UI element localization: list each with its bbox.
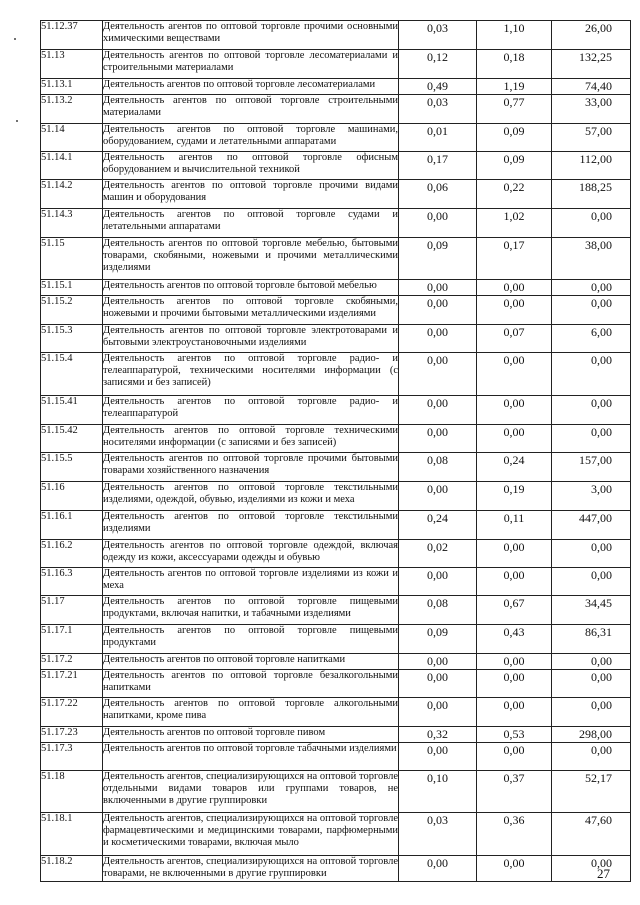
value-3: 74,40 [552,79,631,95]
table-row [41,152,631,180]
table-row [41,856,631,882]
value-1: 0,00 [399,280,477,296]
activity-code: 51.13.1 [41,79,103,95]
table-row [41,124,631,152]
table-row [41,50,631,79]
value-2: 0,19 [477,482,552,511]
value-3: 86,31 [552,625,631,654]
activity-description: Деятельность агентов по оптовой торговле лесоматериалами и строительными материалами [103,50,399,79]
table-row [41,325,631,353]
value-2: 0,00 [477,654,552,670]
activity-code: 51.16.2 [41,540,103,568]
activity-description: Деятельность агентов по оптовой торговле текстильными изделиями, одеждой, обувью, изделиями из кожи и меха [103,482,399,511]
activity-code: 51.15.3 [41,325,103,353]
value-1: 0,17 [399,152,477,180]
value-3: 157,00 [552,453,631,482]
table-row [41,396,631,425]
value-2: 0,53 [477,727,552,743]
value-1: 0,08 [399,596,477,625]
activity-description: Деятельность агентов по оптовой торговле напитками [103,654,399,670]
value-3: 0,00 [552,856,631,882]
activity-description: Деятельность агентов по оптовой торговле техническими носителями информации (с записями и без записей) [103,425,399,453]
value-2: 0,77 [477,95,552,124]
activity-description: Деятельность агентов, специализирующихся на оптовой торговле товарами, не включенными в другие группировки [103,856,399,882]
activity-code: 51.18.2 [41,856,103,882]
value-1: 0,49 [399,79,477,95]
activity-code: 51.14.1 [41,152,103,180]
value-2: 0,00 [477,568,552,596]
value-3: 112,00 [552,152,631,180]
value-2: 1,19 [477,79,552,95]
activity-code: 51.17.21 [41,670,103,698]
activity-code: 51.17 [41,596,103,625]
value-2: 0,09 [477,124,552,152]
value-1: 0,00 [399,743,477,771]
value-3: 0,00 [552,396,631,425]
activity-code: 51.17.3 [41,743,103,771]
value-3: 0,00 [552,353,631,396]
activity-code: 51.13 [41,50,103,79]
activity-description: Деятельность агентов по оптовой торговле алкогольными напитками, кроме пива [103,698,399,727]
value-2: 0,00 [477,698,552,727]
value-3: 0,00 [552,425,631,453]
value-2: 0,00 [477,425,552,453]
value-1: 0,00 [399,209,477,238]
value-3: 57,00 [552,124,631,152]
activity-description: Деятельность агентов по оптовой торговле пищевыми продуктами, включая напитки, и табачными изделиями [103,596,399,625]
value-1: 0,32 [399,727,477,743]
activity-code: 51.15.4 [41,353,103,396]
value-2: 0,00 [477,743,552,771]
value-3: 0,00 [552,698,631,727]
value-3: 0,00 [552,654,631,670]
table-row [41,79,631,95]
activity-description: Деятельность агентов, специализирующихся на оптовой торговле отдельными видами товаров или группами товаров, не включенными в другие группировки [103,771,399,813]
activity-code: 51.13.2 [41,95,103,124]
activity-description: Деятельность агентов по оптовой торговле строительными материалами [103,95,399,124]
activity-description: Деятельность агентов по оптовой торговле прочими основными химическими веществами [103,21,399,50]
activity-description: Деятельность агентов по оптовой торговле прочими видами машин и оборудования [103,180,399,209]
value-3: 132,25 [552,50,631,79]
activity-description: Деятельность агентов по оптовой торговле лесоматериалами [103,79,399,95]
value-2: 0,09 [477,152,552,180]
value-3: 447,00 [552,511,631,540]
page-number: 27 [597,866,610,881]
activity-description: Деятельность агентов по оптовой торговле изделиями из кожи и меха [103,568,399,596]
activity-code: 51.15 [41,238,103,280]
value-1: 0,00 [399,698,477,727]
activity-code: 51.15.41 [41,396,103,425]
table-row [41,280,631,296]
table-row [41,670,631,698]
activity-description: Деятельность агентов по оптовой торговле прочими бытовыми товарами хозяйственного назначения [103,453,399,482]
activity-code: 51.14 [41,124,103,152]
value-3: 0,00 [552,743,631,771]
value-1: 0,00 [399,325,477,353]
value-3: 0,00 [552,540,631,568]
value-1: 0,00 [399,425,477,453]
table-row [41,625,631,654]
activity-code: 51.17.22 [41,698,103,727]
table-row [41,353,631,396]
value-3: 0,00 [552,296,631,325]
value-1: 0,08 [399,453,477,482]
table-row [41,482,631,511]
table-row [41,425,631,453]
activity-code: 51.14.2 [41,180,103,209]
table-row [41,540,631,568]
value-2: 0,00 [477,353,552,396]
value-2: 0,00 [477,540,552,568]
value-2: 0,24 [477,453,552,482]
value-1: 0,00 [399,296,477,325]
value-2: 0,67 [477,596,552,625]
activity-description: Деятельность агентов по оптовой торговле электротоварами и бытовыми электроустановочными изделиями [103,325,399,353]
value-1: 0,06 [399,180,477,209]
activity-code: 51.16.1 [41,511,103,540]
value-3: 52,17 [552,771,631,813]
scan-speck [14,38,16,40]
value-2: 1,10 [477,21,552,50]
activity-description: Деятельность агентов по оптовой торговле пищевыми продуктами [103,625,399,654]
table-row [41,727,631,743]
activity-description: Деятельность агентов по оптовой торговле радио- и телеаппаратурой, техническими носителями информации (с записями и без записей) [103,353,399,396]
activity-code: 51.18.1 [41,813,103,856]
activity-description: Деятельность агентов по оптовой торговле пивом [103,727,399,743]
activity-code: 51.16.3 [41,568,103,596]
value-2: 0,37 [477,771,552,813]
value-1: 0,00 [399,670,477,698]
value-1: 0,00 [399,654,477,670]
table-row [41,654,631,670]
value-1: 0,12 [399,50,477,79]
value-1: 0,00 [399,353,477,396]
table-row [41,743,631,771]
table-body [41,21,631,882]
value-1: 0,24 [399,511,477,540]
value-2: 0,00 [477,670,552,698]
activity-description: Деятельность агентов по оптовой торговле радио- и телеаппаратурой [103,396,399,425]
value-3: 298,00 [552,727,631,743]
activity-code: 51.15.1 [41,280,103,296]
table-row [41,21,631,50]
activity-code: 51.14.3 [41,209,103,238]
value-3: 188,25 [552,180,631,209]
value-2: 0,11 [477,511,552,540]
activity-code: 51.18 [41,771,103,813]
value-1: 0,09 [399,625,477,654]
activity-code: 51.16 [41,482,103,511]
activity-description: Деятельность агентов по оптовой торговле машинами, оборудованием, судами и летательными аппаратами [103,124,399,152]
activity-code: 51.17.2 [41,654,103,670]
value-3: 6,00 [552,325,631,353]
value-1: 0,00 [399,856,477,882]
activity-description: Деятельность агентов по оптовой торговле мебелью, бытовыми товарами, скобяными, ножевыми и прочими металлическими изделиями [103,238,399,280]
table-row [41,568,631,596]
table-row [41,596,631,625]
value-3: 47,60 [552,813,631,856]
table-row [41,771,631,813]
table-row [41,180,631,209]
value-2: 0,07 [477,325,552,353]
activity-code: 51.15.2 [41,296,103,325]
activity-description: Деятельность агентов по оптовой торговле одеждой, включая одежду из кожи, аксессуарами одежды и обувью [103,540,399,568]
activity-description: Деятельность агентов по оптовой торговле табачными изделиями [103,743,399,771]
activity-code: 51.17.1 [41,625,103,654]
activity-description: Деятельность агентов по оптовой торговле офисным оборудованием и вычислительной техникой [103,152,399,180]
value-2: 0,00 [477,296,552,325]
value-3: 26,00 [552,21,631,50]
table-row [41,698,631,727]
value-1: 0,02 [399,540,477,568]
value-3: 34,45 [552,596,631,625]
activity-description: Деятельность агентов по оптовой торговле скобяными, ножевыми и прочими бытовыми металлическими изделиями [103,296,399,325]
value-2: 0,36 [477,813,552,856]
value-2: 0,22 [477,180,552,209]
value-2: 0,43 [477,625,552,654]
value-3: 0,00 [552,568,631,596]
activity-code: 51.17.23 [41,727,103,743]
table-row [41,511,631,540]
activity-code: 51.15.5 [41,453,103,482]
table-row [41,209,631,238]
value-3: 0,00 [552,280,631,296]
value-2: 0,00 [477,396,552,425]
table-row [41,238,631,280]
activity-code: 51.15.42 [41,425,103,453]
activity-code: 51.12.37 [41,21,103,50]
activity-description: Деятельность агентов по оптовой торговле бытовой мебелью [103,280,399,296]
value-1: 0,00 [399,482,477,511]
value-1: 0,09 [399,238,477,280]
value-1: 0,03 [399,95,477,124]
value-3: 0,00 [552,209,631,238]
scan-speck [16,120,18,122]
value-2: 0,17 [477,238,552,280]
value-1: 0,00 [399,396,477,425]
value-2: 1,02 [477,209,552,238]
value-1: 0,03 [399,21,477,50]
value-1: 0,00 [399,568,477,596]
table-row [41,95,631,124]
activity-description: Деятельность агентов, специализирующихся на оптовой торговле фармацевтическими и медицинскими товарами, парфюмерными и косметическими товарами, включая мыло [103,813,399,856]
value-1: 0,01 [399,124,477,152]
value-1: 0,03 [399,813,477,856]
table-row [41,453,631,482]
value-2: 0,00 [477,280,552,296]
activity-description: Деятельность агентов по оптовой торговле безалкогольными напитками [103,670,399,698]
data-table [40,20,631,882]
value-2: 0,18 [477,50,552,79]
activity-description: Деятельность агентов по оптовой торговле текстильными изделиями [103,511,399,540]
table-row [41,813,631,856]
value-1: 0,10 [399,771,477,813]
value-3: 3,00 [552,482,631,511]
table-row [41,296,631,325]
value-3: 33,00 [552,95,631,124]
value-3: 0,00 [552,670,631,698]
value-3: 38,00 [552,238,631,280]
value-2: 0,00 [477,856,552,882]
activity-description: Деятельность агентов по оптовой торговле судами и летательными аппаратами [103,209,399,238]
